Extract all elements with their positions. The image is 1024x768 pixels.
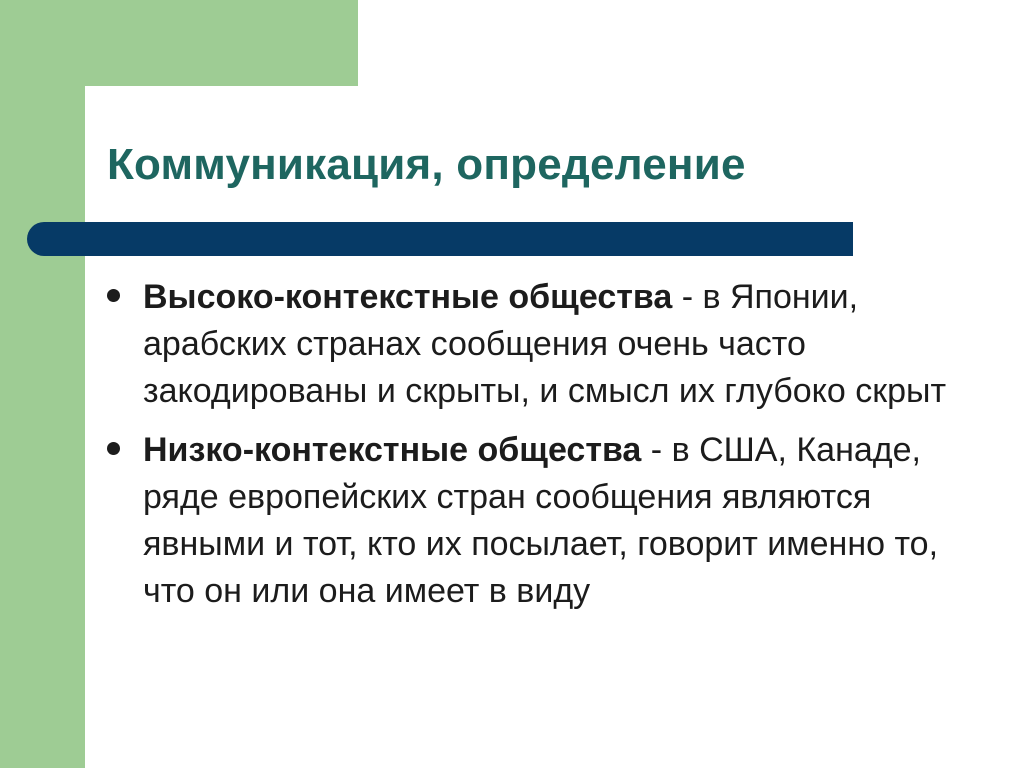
bullet-item-high-context [105, 274, 965, 415]
bullet-text: - в Японии, арабских странах сообщения очень часто закодированы и скрыты, и смысл их глубоко скрыт [143, 278, 947, 410]
bullet-term: Низко-контекстные общества [143, 431, 642, 469]
title-underline-bar [27, 222, 853, 256]
bullet-dot-icon [107, 289, 120, 302]
bullet-list [105, 274, 965, 627]
decor-green-left-band [0, 0, 85, 768]
bullet-item-low-context [105, 427, 965, 615]
slide-title: Коммуникация, определение [107, 140, 746, 189]
bullet-dot-icon [107, 442, 120, 455]
decor-green-top-band [0, 0, 358, 86]
bullet-text: - в США, Канаде, ряде европейских стран сообщения являются явными и тот, кто их посылает, говорит именно то, что он или она имеет в виду [143, 431, 939, 610]
bullet-term: Высоко-контекстные общества [143, 278, 673, 316]
